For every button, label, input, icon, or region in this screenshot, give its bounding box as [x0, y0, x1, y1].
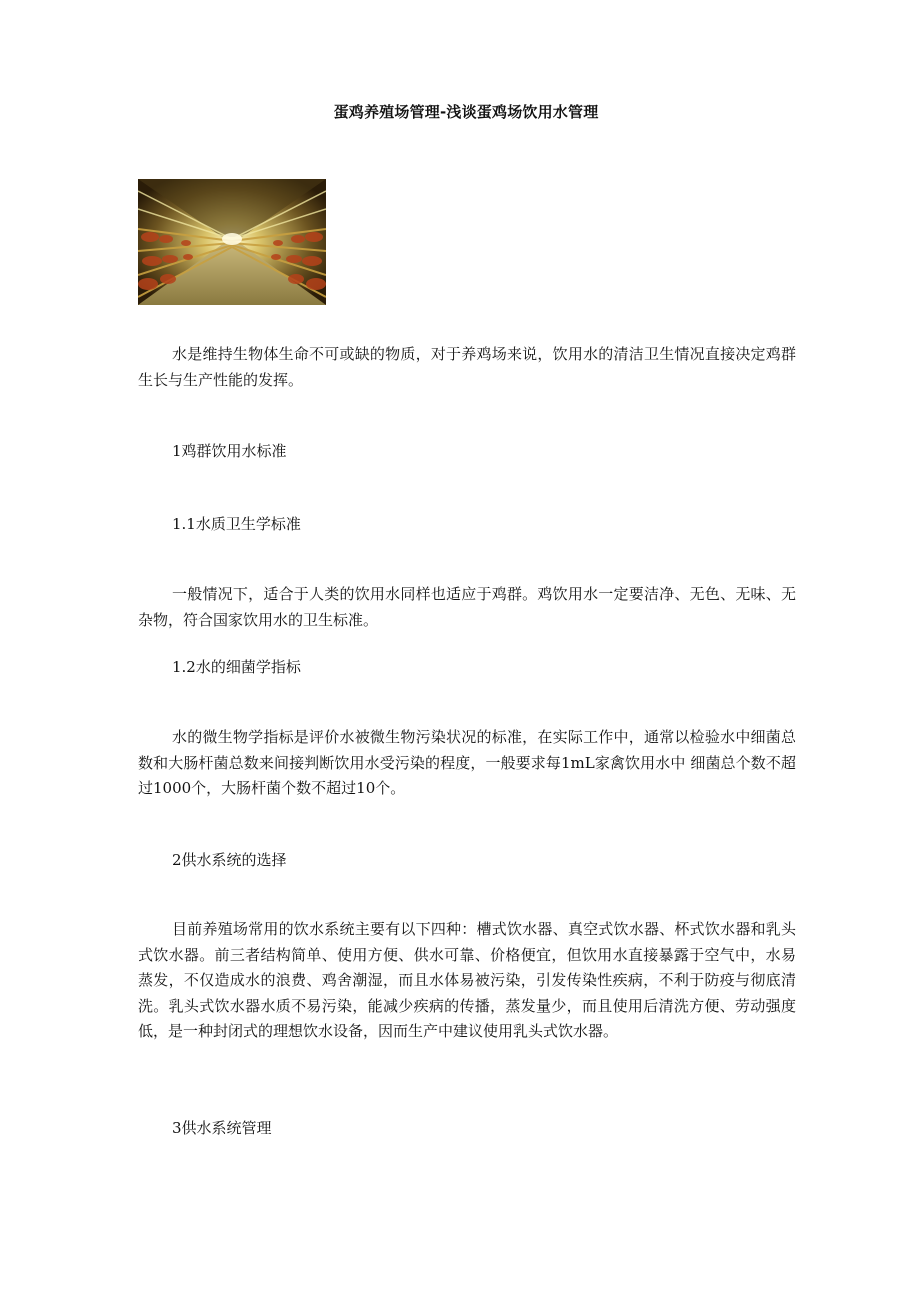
section-heading-3: 3供水系统管理	[172, 1119, 272, 1137]
paragraph-1-2: 水的微生物学指标是评价水被微生物污染状况的标准，在实际工作中，通常以检验水中细菌总数和大肠杆菌总数来间接判断饮用水受污染的程度，一般要求每1mL家禽饮用水中 细菌总个数不超过1000个，大肠杆菌个数不超过10个。	[138, 728, 796, 797]
paragraph-2: 目前养殖场常用的饮水系统主要有以下四种：槽式饮水器、真空式饮水器、杯式饮水器和乳头式饮水器。前三者结构简单、使用方便、供水可靠、价格便宜，但饮用水直接暴露于空气中，水易蒸发，不仅造成水的浪费、鸡舍潮湿，而且水体易被污染，引发传染性疾病，不利于防疫与彻底清洗。乳头式饮水器水质不易污染，能减少疾病的传播，蒸发量少，而且使用后清洗方便、劳动强度低，是一种封闭式的理想饮水设备，因而生产中建议使用乳头式饮水器。	[138, 920, 796, 1040]
paragraph-1-1: 一般情况下，适合于人类的饮用水同样也适应于鸡群。鸡饮用水一定要洁净、无色、无味、无杂物，符合国家饮用水的卫生标准。	[138, 585, 796, 629]
section-heading-1-2: 1.2水的细菌学指标	[172, 658, 301, 676]
section-heading-2: 2供水系统的选择	[172, 851, 287, 869]
section-heading-1-1: 1.1水质卫生学标准	[172, 515, 301, 533]
intro-paragraph: 水是维持生物体生命不可或缺的物质，对于养鸡场来说，饮用水的清洁卫生情况直接决定鸡群生长与生产性能的发挥。	[138, 345, 796, 389]
poultry-house-photo	[138, 179, 326, 305]
section-heading-1: 1鸡群饮用水标准	[172, 442, 287, 460]
document-title: 蛋鸡养殖场管理-浅谈蛋鸡场饮用水管理	[333, 103, 599, 121]
